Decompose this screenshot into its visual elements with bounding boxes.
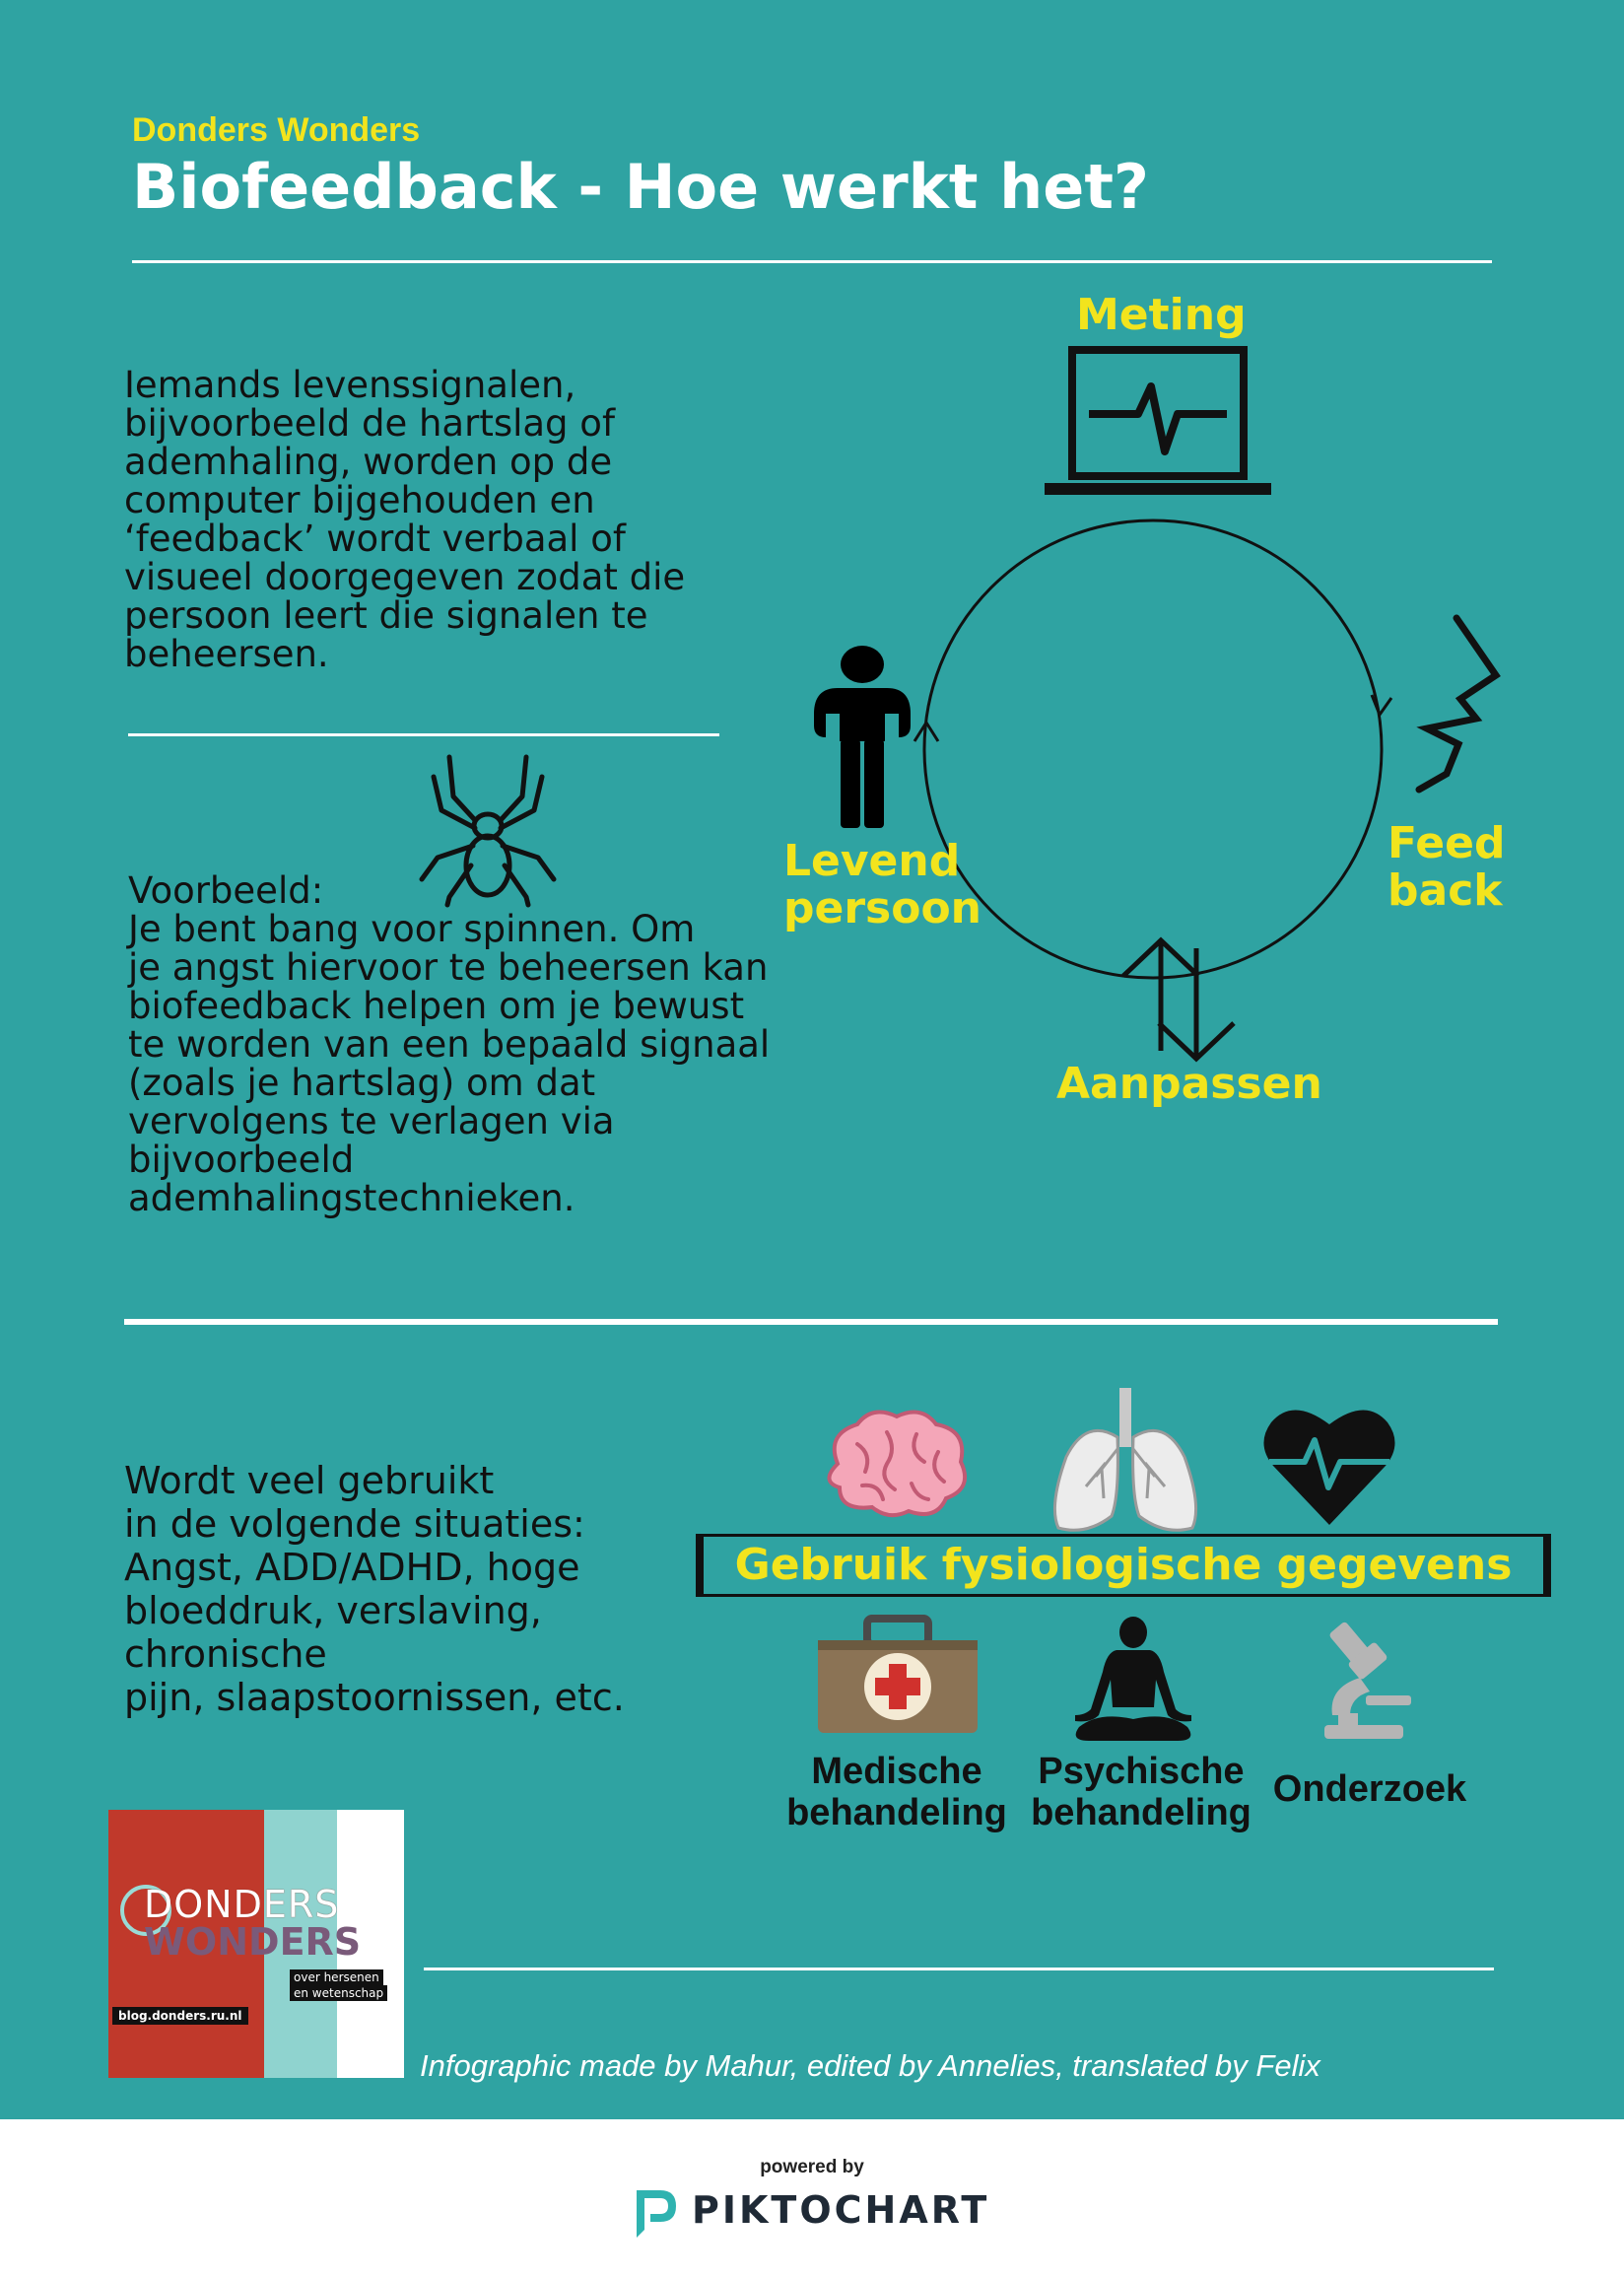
label-aanpassen: Aanpassen [1056,1059,1322,1109]
category-medisch: Medische behandeling [786,1751,1007,1833]
logo-wonders-text: WONDERS [144,1920,362,1964]
cycle-diagram [916,513,1389,986]
piktochart-logo-icon [631,2186,680,2242]
credits: Infographic made by Mahur, edited by Annelies, translated by Felix [420,2048,1320,2083]
logo-donders-text: DONDERS [144,1883,340,1926]
cycle-circle [924,520,1382,978]
logo-tagline-2: en wetenschap [290,1985,387,2001]
divider-middle [124,1319,1498,1325]
piktochart-brand: PIKTOCHART [692,2188,990,2232]
meditation-icon [1059,1617,1207,1747]
category-psychisch: Psychische behandeling [1031,1751,1252,1833]
powered-by: powered by [760,2157,864,2177]
mouth-icon [1409,616,1508,803]
category-onderzoek: Onderzoek [1272,1768,1467,1810]
subtitle: Donders Wonders [132,111,421,149]
divider-top [132,260,1492,263]
medical-kit-icon [816,1617,980,1735]
logo-url: blog.donders.ru.nl [112,2007,248,2025]
lungs-icon [1047,1388,1204,1536]
label-meting: Meting [1076,290,1247,340]
label-levend-persoon: Levend persoon [783,836,982,933]
microscope-icon [1311,1617,1429,1745]
donders-logo [108,1810,404,2078]
intro-text: Iemands levenssignalen, bijvoorbeeld de hartslag of ademhaling, worden op de computer bijgehouden en ‘feedback’ wordt verbaal of visueel doorgegeven zodat die persoon leert die signalen te beheersen. [124,364,686,675]
physio-banner-text: Gebruik fysiologische gegevens [734,1540,1513,1590]
usage-text: Wordt veel gebruikt in de volgende situaties: Angst, ADD/ADHD, hoge bloeddruk, verslaving, chronische pijn, slaapstoornissen, etc. [124,1459,625,1719]
adjust-arrows-icon [1119,934,1238,1063]
example-text: Voorbeeld: Je bent bang voor spinnen. Om je angst hiervoor te beheersen kan biofeedback helpen om je bewust te worden van een bepaald signaal (zoals je hartslag) om dat vervolgens te verlagen via bijvoorbeeld ademhalingstechnieken. [128,869,771,1219]
brain-icon [818,1405,976,1523]
person-icon [808,643,916,830]
laptop-icon [1045,345,1271,503]
divider-bottom [424,1968,1494,1970]
page-title: Biofeedback - Hoe werkt het? [132,151,1149,223]
label-feedback: Feed back [1387,818,1506,916]
heart-icon [1263,1405,1395,1525]
divider-intro [128,733,719,736]
logo-tagline-1: over hersenen [290,1969,383,1985]
